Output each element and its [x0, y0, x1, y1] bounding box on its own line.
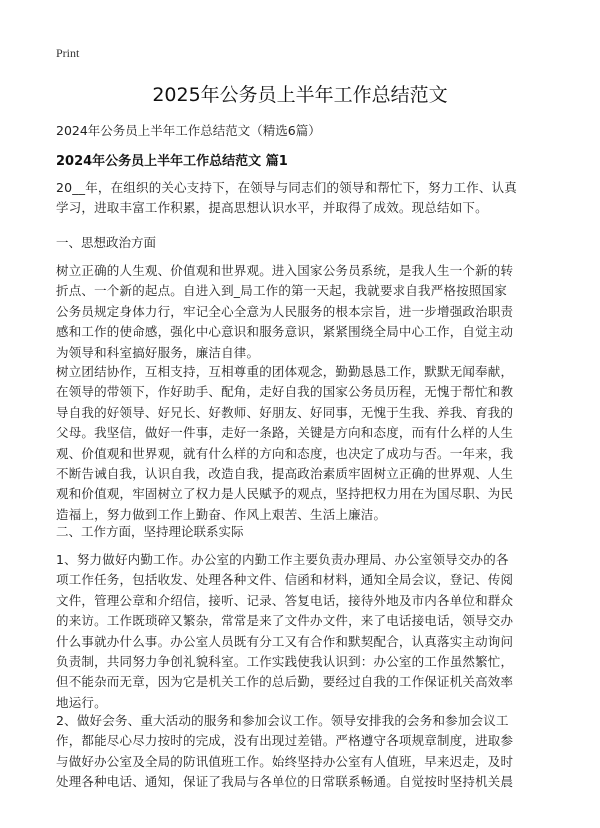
document-title: 2025年公务员上半年工作总结范文 — [152, 84, 448, 106]
print-link[interactable]: Print — [56, 46, 80, 60]
text-line: 20__年，在组织的关心支持下，在领导与同志们的领导和帮忙下，努力工作、认真 — [56, 180, 518, 195]
text-line: 处理各种电话、通知，保证了我局与各单位的日常联系畅通。自觉按时坚持机关晨 — [56, 774, 514, 790]
text-line: 造福上，努力做到工作上勤奋、作风上艰苦、生活上廉洁。 — [56, 506, 387, 522]
text-line: 观和价值观，牢固树立了权力是人民赋予的观点，坚持把权力用在为国尽职、为民 — [56, 486, 514, 502]
text-line: 树立正确的人生观、价值观和世界观。进入国家公务员系统，是我人生一个新的转 — [56, 263, 514, 278]
text-line: 折点、一个新的起点。自进入到_局工作的第一天起，我就要求自我严格按照国家 — [56, 283, 507, 299]
text-line: 树立团结协作，互相支持，互相尊重的团体观念，勤勤恳恳工作，默默无闻奉献， — [56, 364, 514, 379]
text-line: 观、价值观和世界观，就有什么样的方向和态度，也决定了成功与否。一年来，我 — [56, 445, 514, 461]
text-line: 学习，进取丰富工作积累，提高思想认识水平，并取得了成效。现总结如下。 — [56, 200, 488, 216]
text-line: 感和工作的使命感，强化中心意识和服务意识，紧紧围绕全局中心工作，自觉主动 — [56, 324, 514, 340]
text-line: 公务员规定身体力行，牢记全心全意为人民服务的根本宗旨，进一步增强政治职责 — [56, 303, 514, 319]
text-line: 地运行。 — [56, 694, 107, 710]
intro-paragraph — [56, 178, 549, 219]
text-line: 负责制，共同努力争创礼貌科室。工作实践使我认识到：办公室的工作虽然繁忙， — [56, 654, 514, 670]
heading-politics: 一、思想政治方面 — [56, 235, 157, 250]
text-line: 2、做好会务、重大活动的服务和参加会议工作。领导安排我的会务和参加会议工 — [56, 713, 509, 728]
paragraph-meetings — [56, 711, 549, 793]
text-line: 不断告诫自我，认识自我，改造自我，提高政治素质牢固树立正确的世界观、人生 — [56, 466, 514, 482]
paragraph-outlook — [56, 261, 549, 363]
text-line: 的来访。工作既琐碎又繁杂，常常是来了文件办文件，来了电话接电话，领导交办 — [56, 613, 514, 629]
text-line: 1、努力做好内勤工作。办公室的内勤工作主要负责办理局、办公室领导交办的各 — [56, 552, 509, 567]
text-line: 在领导的带领下，作好助手、配角，走好自我的国家公务员历程，无愧于帮忙和教 — [56, 384, 514, 400]
text-line: 项工作任务，包括收发、处理各种文件、信函和材料，通知全局会议，登记、传阅 — [56, 572, 514, 588]
paragraph-teamwork — [56, 362, 549, 525]
section-heading: 2024年公务员上半年工作总结范文 篇1 — [56, 154, 288, 169]
text-line: 与做好办公室及全局的防讯值班工作。始终坚持办公室有人值班，早来迟走，及时 — [56, 753, 514, 769]
text-line: 作，都能尽心尽力按时的完成，没有出现过差错。严格遵守各项规章制度，进取参 — [56, 733, 514, 749]
paragraph-office-duties — [56, 550, 549, 713]
document-subtitle: 2024年公务员上半年工作总结范文（精选6篇） — [56, 123, 321, 138]
text-line: 导自我的好领导、好兄长、好教师、好朋友、好同事，无愧于生我、养我、育我的 — [56, 404, 514, 420]
text-line: 文件，管理公章和介绍信，接听、记录、答复电话，接待外地及市内各单位和群众 — [56, 592, 514, 608]
text-line: 但不能杂而无章，因为它是机关工作的总后勤，要经过自我的工作保证机关高效率 — [56, 674, 514, 690]
text-line: 什么事就办什么事。办公室人员既有分工又有合作和默契配合，认真落实主动询问 — [56, 633, 514, 649]
heading-work: 二、工作方面，坚持理论联系实际 — [56, 524, 244, 539]
text-line: 父母。我坚信，做好一件事，走好一条路，关键是方向和态度，而有什么样的人生 — [56, 425, 514, 441]
text-line: 为领导和科室搞好服务，廉洁自律。 — [56, 344, 260, 360]
